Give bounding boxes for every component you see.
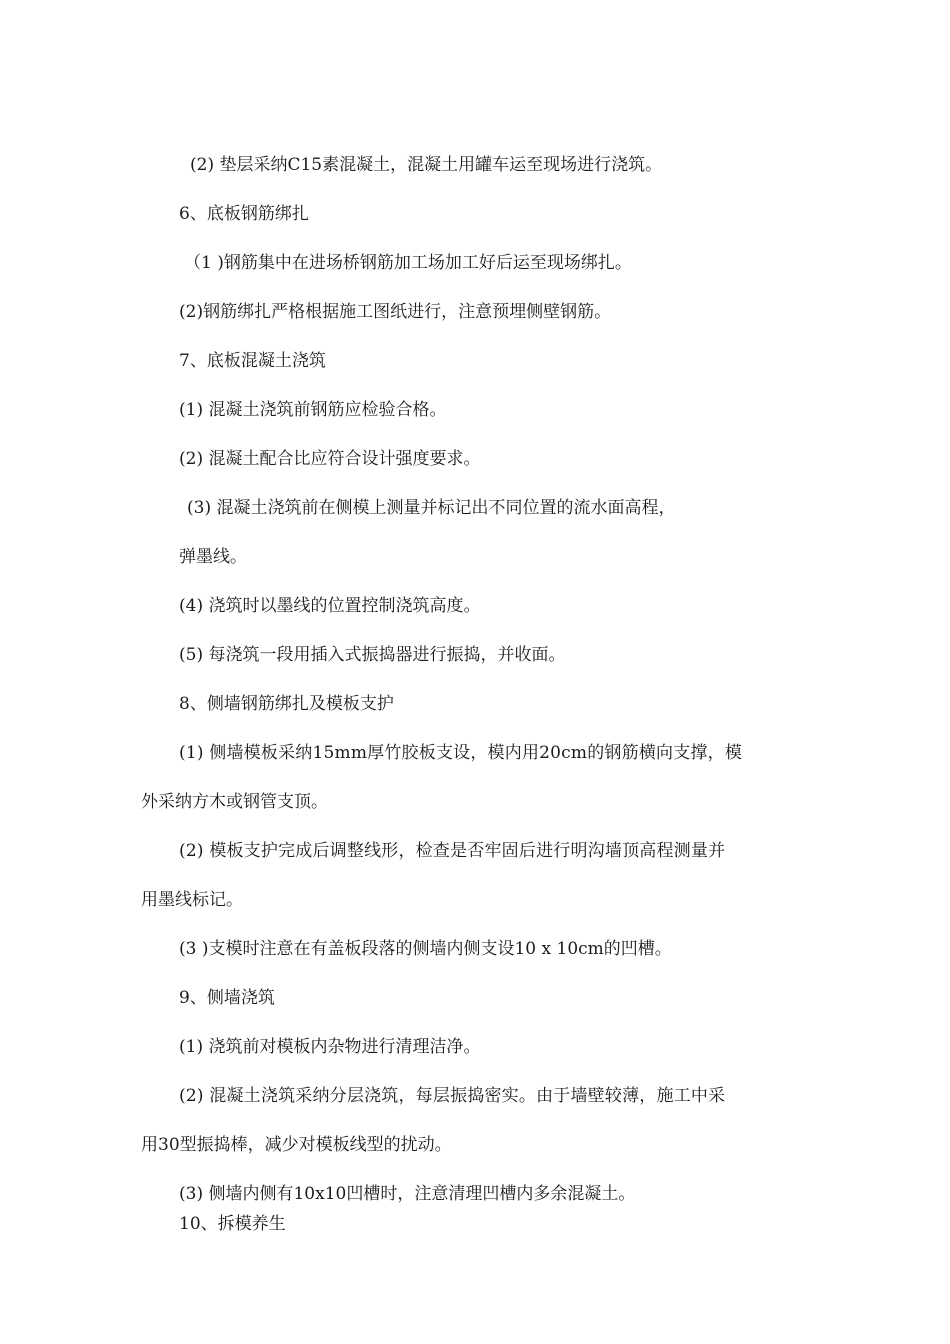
- section-heading: 6、底板钢筋绑扎: [179, 204, 309, 224]
- paragraph-line: (2)钢筋绑扎严格根据施工图纸进行，注意预埋侧壁钢筋。: [179, 302, 612, 322]
- paragraph-line: (3) 侧墙内侧有10x10凹槽时，注意清理凹槽内多余混凝土。: [179, 1184, 636, 1204]
- paragraph-line: 用30型振捣棒，减少对模板线型的扰动。: [141, 1135, 452, 1155]
- paragraph-line: 外采纳方木或钢管支顶。: [141, 792, 328, 812]
- paragraph-line: (2) 混凝土浇筑采纳分层浇筑，每层振捣密实。由于墙壁较薄，施工中采: [179, 1086, 726, 1106]
- paragraph-line: (2) 模板支护完成后调整线形，检查是否牢固后进行明沟墙顶高程测量并: [179, 841, 726, 861]
- paragraph-line: (1) 混凝土浇筑前钢筋应检验合格。: [179, 400, 447, 420]
- paragraph-line: 用墨线标记。: [141, 890, 243, 910]
- paragraph-line: (4) 浇筑时以墨线的位置控制浇筑高度。: [179, 596, 481, 616]
- paragraph-line: (2) 混凝土配合比应符合设计强度要求。: [179, 449, 481, 469]
- section-heading: 7、底板混凝土浇筑: [179, 351, 326, 371]
- paragraph-line: 弹墨线。: [179, 547, 247, 567]
- section-heading: 8、侧墙钢筋绑扎及模板支护: [179, 694, 394, 714]
- paragraph-line: (1) 浇筑前对模板内杂物进行清理洁净。: [179, 1037, 481, 1057]
- paragraph-line: (5) 每浇筑一段用插入式振捣器进行振捣，并收面。: [179, 645, 566, 665]
- paragraph-line: (1) 侧墙模板采纳15mm厚竹胶板支设，模内用20cm的钢筋横向支撑，模: [179, 743, 743, 763]
- paragraph-line: (3 )支模时注意在有盖板段落的侧墙内侧支设10 x 10cm的凹槽。: [179, 939, 672, 959]
- paragraph-line: (2) 垫层采纳C15素混凝土，混凝土用罐车运至现场进行浇筑。: [190, 155, 663, 175]
- section-heading: 9、侧墙浇筑: [179, 988, 275, 1008]
- section-heading: 10、拆模养生: [179, 1214, 286, 1234]
- paragraph-line: （1 )钢筋集中在进场桥钢筋加工场加工好后运至现场绑扎。: [184, 253, 632, 273]
- paragraph-line: (3) 混凝土浇筑前在侧模上测量并标记出不同位置的流水面高程，: [187, 498, 676, 518]
